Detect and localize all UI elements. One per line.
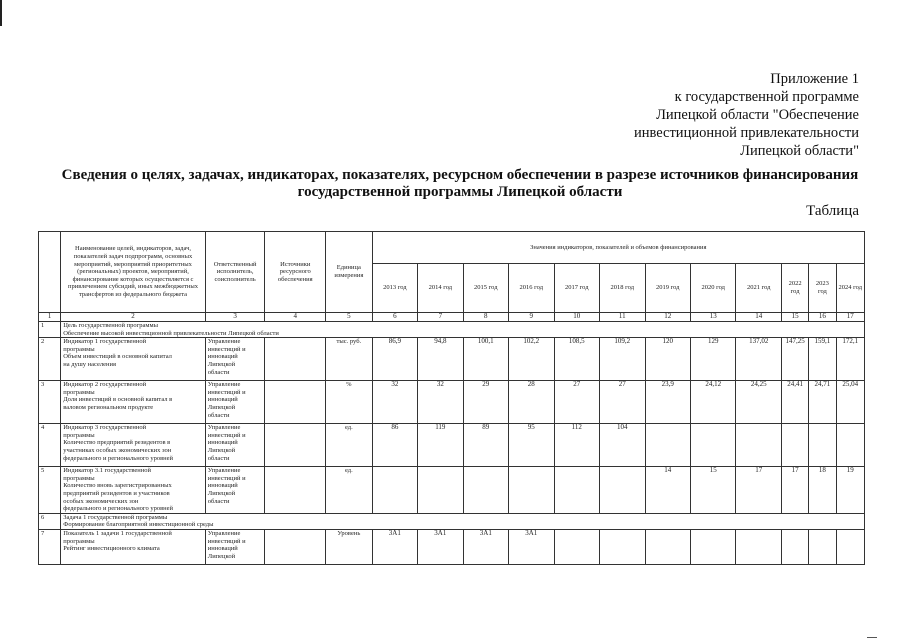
value-cell	[690, 529, 735, 564]
responsible-line: инноваций	[207, 482, 238, 490]
value-cell: 86	[372, 424, 417, 467]
value-cell: 29	[463, 381, 508, 424]
value-cell: 24,41	[781, 381, 808, 424]
header-values: Значения индикаторов, показателей и объемов финансирования	[372, 232, 864, 264]
indicator-name	[61, 424, 206, 467]
value-cell: 95	[509, 424, 554, 467]
unit-cell: ед.	[326, 424, 373, 467]
table-body	[39, 313, 865, 565]
column-number: 15	[781, 313, 808, 322]
indicator-name-line: Индикатор 1 государственной	[63, 338, 147, 346]
column-number: 13	[690, 313, 735, 322]
indicator-name-line: Количество вновь зарегистрированных	[63, 482, 172, 490]
responsible-line: Липецкой	[207, 403, 236, 411]
header-year: 2019 год	[645, 264, 690, 313]
value-cell	[690, 424, 735, 467]
title-line-2: государственной программы Липецкой области	[297, 184, 623, 200]
column-number: 12	[645, 313, 690, 322]
indicator-name-line: программы	[63, 474, 95, 482]
value-cell: 14	[645, 467, 690, 514]
value-cell	[836, 529, 864, 564]
column-number: 2	[61, 313, 206, 322]
indicator-name-line: на душу населения	[63, 360, 116, 368]
header-year: 2017 год	[554, 264, 599, 313]
value-cell: 32	[418, 381, 463, 424]
indicator-name	[61, 338, 206, 381]
column-number: 4	[265, 313, 326, 322]
value-cell	[463, 467, 508, 514]
header-source: Источники ресурсного обеспечения	[265, 232, 326, 313]
column-number: 6	[372, 313, 417, 322]
indicator-name-line: Количество предприятий резидентов в	[63, 439, 171, 447]
value-cell: 120	[645, 338, 690, 381]
column-number: 16	[809, 313, 836, 322]
value-cell: 108,5	[554, 338, 599, 381]
unit-cell: ед.	[326, 467, 373, 514]
section-text	[61, 322, 865, 338]
responsible-line: Липецкой	[207, 489, 236, 497]
section-line: Обеспечение высокой инвестиционной привлекательности Липецкой области	[63, 329, 279, 337]
table-header	[39, 232, 865, 313]
value-cell: 28	[509, 381, 554, 424]
table-label: Таблица	[806, 203, 859, 219]
responsible-line: области	[207, 454, 230, 462]
indicator-row	[39, 338, 865, 381]
value-cell: 172,1	[836, 338, 864, 381]
value-cell	[736, 424, 781, 467]
scan-edge-mark	[0, 0, 2, 26]
responsible-line: Управление	[207, 467, 241, 475]
value-cell	[809, 424, 836, 467]
indicator-name-line: федерального и регионального уровней	[63, 454, 173, 462]
column-number: 5	[326, 313, 373, 322]
value-cell: 24,25	[736, 381, 781, 424]
appendix-note	[599, 70, 859, 160]
header-year: 2015 год	[463, 264, 508, 313]
value-cell: 147,25	[781, 338, 808, 381]
indicator-name-line: федерального и регионального уровней	[63, 505, 173, 513]
value-cell: 86,9	[372, 338, 417, 381]
indicator-name-line: Показатель 1 задачи 1 государственной	[63, 529, 172, 537]
responsible-line: инвестиций и	[207, 388, 246, 396]
responsible-line: инвестиций и	[207, 345, 246, 353]
responsible-line: инноваций	[207, 545, 238, 553]
responsible-line: инноваций	[207, 353, 238, 361]
column-number: 1	[39, 313, 61, 322]
responsible-executor	[205, 467, 265, 514]
value-cell: 94,8	[418, 338, 463, 381]
responsible-line: Управление	[207, 529, 241, 537]
value-cell: 24,71	[809, 381, 836, 424]
value-cell: 102,2	[509, 338, 554, 381]
indicator-name-line: программы	[63, 345, 95, 353]
value-cell	[836, 424, 864, 467]
column-number: 7	[418, 313, 463, 322]
value-cell: 25,04	[836, 381, 864, 424]
indicator-name-line: особых экономических зон	[63, 497, 139, 505]
value-cell: 19	[836, 467, 864, 514]
responsible-line: Липецкой	[207, 360, 236, 368]
value-cell	[509, 467, 554, 514]
unit-cell: тыс. руб.	[326, 338, 373, 381]
section-text	[61, 513, 865, 529]
resource-source	[265, 467, 326, 514]
responsible-executor	[205, 338, 265, 381]
indicator-name-line: Рейтинг инвестиционного климата	[63, 545, 160, 553]
indicator-row	[39, 467, 865, 514]
value-cell: 17	[781, 467, 808, 514]
value-cell: 17	[736, 467, 781, 514]
value-cell: 159,1	[809, 338, 836, 381]
value-cell: 27	[600, 381, 645, 424]
column-number: 9	[509, 313, 554, 322]
header-year: 2024 год	[836, 264, 864, 313]
document-title	[50, 167, 870, 201]
row-number: 6	[39, 513, 61, 529]
indicator-name-line: валовом региональном продукте	[63, 403, 154, 411]
resource-source	[265, 424, 326, 467]
responsible-line: Липецкой	[207, 446, 236, 454]
value-cell	[809, 529, 836, 564]
value-cell: 27	[554, 381, 599, 424]
indicator-name	[61, 467, 206, 514]
column-number: 10	[554, 313, 599, 322]
section-row	[39, 513, 865, 529]
value-cell	[736, 529, 781, 564]
responsible-line: Управление	[207, 381, 241, 389]
section-row	[39, 322, 865, 338]
indicators-table	[38, 231, 865, 565]
value-cell	[600, 467, 645, 514]
value-cell: 3A1	[463, 529, 508, 564]
scan-edge-mark-bottom	[867, 637, 877, 638]
value-cell: 129	[690, 338, 735, 381]
column-number-row	[39, 313, 865, 322]
value-cell: 3A1	[418, 529, 463, 564]
value-cell: 109,2	[600, 338, 645, 381]
responsible-line: Управление	[207, 424, 241, 432]
indicator-name-line: Индикатор 3.1 государственной	[63, 467, 151, 475]
value-cell	[372, 467, 417, 514]
appendix-line: Приложение 1	[770, 71, 859, 87]
indicator-name-line: программы	[63, 431, 95, 439]
header-row-number	[39, 232, 61, 313]
responsible-line: области	[207, 368, 230, 376]
value-cell: 24,12	[690, 381, 735, 424]
column-number: 14	[736, 313, 781, 322]
appendix-line: Липецкой области "Обеспечение	[656, 107, 859, 123]
row-number: 7	[39, 529, 61, 564]
indicator-name-line: программы	[63, 537, 95, 545]
responsible-line: инвестиций и	[207, 431, 246, 439]
section-line: Задача 1 государственной программы	[63, 513, 168, 521]
value-cell: 100,1	[463, 338, 508, 381]
responsible-line: Липецкой	[207, 552, 236, 560]
value-cell	[781, 424, 808, 467]
header-responsible: Ответственный исполнитель, соисполнитель	[205, 232, 265, 313]
indicator-name-line: программы	[63, 388, 95, 396]
row-number: 1	[39, 322, 61, 338]
section-line: Цель государственной программы	[63, 322, 158, 329]
header-year: 2022 год	[781, 264, 808, 313]
indicator-name	[61, 381, 206, 424]
unit-cell: %	[326, 381, 373, 424]
column-number: 11	[600, 313, 645, 322]
value-cell	[645, 529, 690, 564]
responsible-line: области	[207, 497, 230, 505]
value-cell: 3A1	[372, 529, 417, 564]
resource-source	[265, 338, 326, 381]
indicator-name-line: Объем инвестиций в основной капитал	[63, 353, 172, 361]
value-cell	[781, 529, 808, 564]
header-year: 2021 год	[736, 264, 781, 313]
header-year: 2018 год	[600, 264, 645, 313]
responsible-line: инвестиций и	[207, 537, 246, 545]
value-cell	[418, 467, 463, 514]
appendix-line: инвестиционной привлекательности	[633, 125, 859, 141]
resource-source	[265, 529, 326, 564]
value-cell: 112	[554, 424, 599, 467]
indicator-name-line: Индикатор 3 государственной	[63, 424, 147, 432]
responsible-executor	[205, 424, 265, 467]
column-number: 17	[836, 313, 864, 322]
value-cell	[554, 529, 599, 564]
header-year: 2016 год	[509, 264, 554, 313]
responsible-executor	[205, 529, 265, 564]
row-number: 2	[39, 338, 61, 381]
column-number: 8	[463, 313, 508, 322]
header-year: 2023 год	[809, 264, 836, 313]
value-cell: 104	[600, 424, 645, 467]
row-number: 3	[39, 381, 61, 424]
indicator-name-line: предприятий резидентов и участников	[63, 489, 170, 497]
value-cell: 32	[372, 381, 417, 424]
value-cell	[554, 467, 599, 514]
responsible-line: инвестиций и	[207, 474, 246, 482]
value-cell: 3A1	[509, 529, 554, 564]
resource-source	[265, 381, 326, 424]
header-year: 2014 год	[418, 264, 463, 313]
indicator-row	[39, 529, 865, 564]
value-cell	[600, 529, 645, 564]
section-line: Формирование благоприятной инвестиционной среды	[63, 521, 214, 529]
responsible-line: инноваций	[207, 439, 238, 447]
column-number: 3	[205, 313, 265, 322]
value-cell	[645, 424, 690, 467]
row-number: 4	[39, 424, 61, 467]
value-cell: 18	[809, 467, 836, 514]
responsible-line: Управление	[207, 338, 241, 346]
responsible-executor	[205, 381, 265, 424]
value-cell: 15	[690, 467, 735, 514]
value-cell: 137,02	[736, 338, 781, 381]
value-cell: 119	[418, 424, 463, 467]
appendix-line: Липецкой области"	[740, 143, 859, 159]
indicator-name-line: Индикатор 2 государственной	[63, 381, 147, 389]
header-unit: Единица измерения	[326, 232, 373, 313]
indicator-name-line: Доля инвестиций в основной капитал в	[63, 396, 173, 404]
responsible-line: инноваций	[207, 396, 238, 404]
indicator-row	[39, 424, 865, 467]
indicator-name	[61, 529, 206, 564]
header-name: Наименование целей, индикаторов, задач, показателей задач подпрограмм, основных мероприятий, мероприятий приоритетных (региональных) проектов, мероприятий, финансирование которых осуществляется с привлечением субсидий, иных межбюджетных трансфертов из федерального бюджета	[61, 232, 206, 313]
header-year: 2020 год	[690, 264, 735, 313]
indicator-row	[39, 381, 865, 424]
unit-cell: Уровень	[326, 529, 373, 564]
responsible-line: области	[207, 411, 230, 419]
indicator-name-line: участниках особых экономических зон	[63, 446, 172, 454]
appendix-line: к государственной программе	[674, 89, 859, 105]
row-number: 5	[39, 467, 61, 514]
value-cell: 89	[463, 424, 508, 467]
title-line-1: Сведения о целях, задачах, индикаторах, показателях, ресурсном обеспечении в разрезе источников финансирования	[61, 167, 859, 183]
header-year: 2013 год	[372, 264, 417, 313]
value-cell: 23,9	[645, 381, 690, 424]
